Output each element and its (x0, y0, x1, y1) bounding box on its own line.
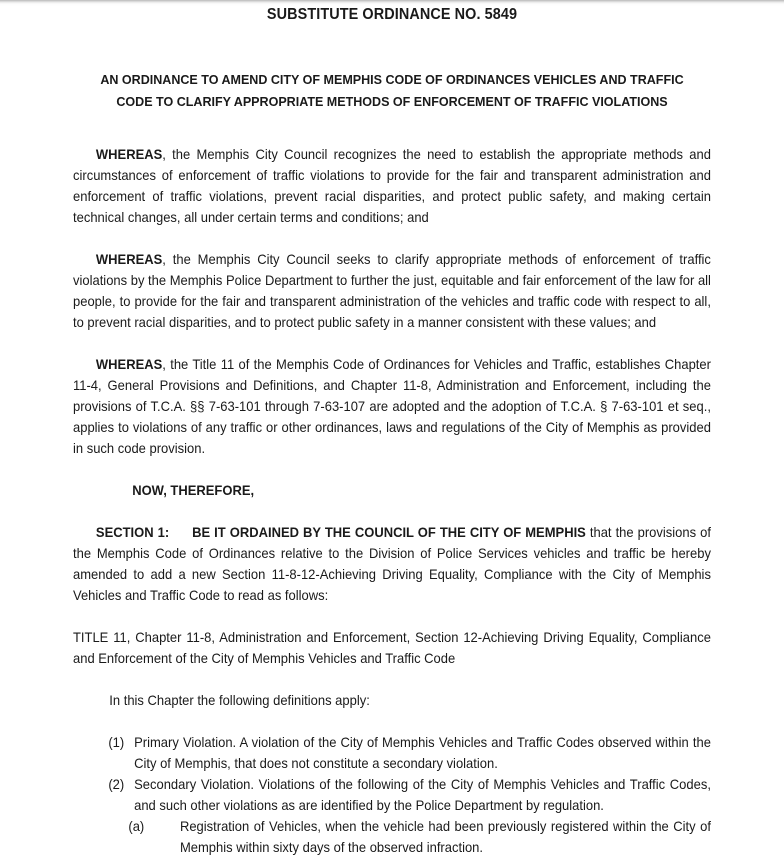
now-therefore-clause (73, 459, 770, 501)
document-subtitle-line-2: CODE TO CLARIFY APPROPRIATE METHODS OF ENFORCEMENT OF TRAFFIC VIOLATIONS (116, 94, 668, 109)
recital-1-label: WHEREAS (95, 147, 163, 162)
recital-paragraph-3 (73, 333, 711, 459)
definitions-lead-in: In this Chapter the following definitions apply: (109, 693, 370, 708)
now-therefore-label: NOW, THEREFORE, (132, 483, 255, 498)
list-item (73, 732, 711, 774)
recital-2-text: , the Memphis City Council seeks to clarify appropriate methods of enforcement of traffic violations by the Memphis Police Department to further the just, equitable and fair enforcement of the law for all people, to provide for the fair and transparent administration of the vehicles and traffic code with respect to all, to prevent racial disparities, and to protect public safety in a manner consistent with these values; and (73, 252, 711, 330)
recital-3-text: , the Title 11 of the Memphis Code of Ordinances for Vehicles and Traffic, establishes Chapter 11-4, General Provisions and Definitions, and Chapter 11-8, Administration and Enforcement, including the provisions of T.C.A. §§ 7-63-101 through 7-63-107 are adopted and the adoption of T.C.A. § 7-63-101 et seq., applies to violations of any traffic or other ordinances, laws and regulations of the City of Memphis as provided in such code provision. (73, 357, 711, 456)
list-item-text: Secondary Violation. Violations of the following of the City of Memphis Vehicles and Traffic Codes, and such other violations as are identified by the Police Department by regulation. (134, 777, 711, 813)
definitions-list (73, 711, 711, 858)
recital-paragraph-2 (73, 228, 711, 333)
list-item (73, 774, 711, 816)
recital-2-label: WHEREAS (95, 252, 163, 267)
section-1-text: that the provisions of the Memphis Code of Ordinances relative to the Division of Police Services vehicles and traffic be hereby amended to add a new Section 11-8-12-Achieving Driving Equality, Compliance with the City of Memphis Vehicles and Traffic Code to read as follows: (73, 525, 711, 603)
section-1-paragraph (73, 501, 711, 606)
list-item-text: Registration of Vehicles, when the vehicle had been previously registered within the City of Memphis within sixty days of the observed infraction. (179, 819, 711, 855)
document-subtitle (89, 25, 695, 113)
list-item-marker: (a) (128, 819, 145, 834)
list-item (73, 816, 711, 858)
document-content (73, 0, 711, 858)
section-1-label: SECTION 1: (95, 525, 170, 540)
list-item-marker: (1) (108, 735, 125, 750)
list-item-text: Primary Violation. A violation of the City of Memphis Vehicles and Traffic Codes observed within the City of Memphis, that does not constitute a secondary violation. (134, 735, 711, 771)
recital-3-label: WHEREAS (95, 357, 163, 372)
section-1-enacting-clause: BE IT ORDAINED BY THE COUNCIL OF THE CITY OF MEMPHIS (192, 525, 586, 540)
document-subtitle-line-1: AN ORDINANCE TO AMEND CITY OF MEMPHIS CODE OF ORDINANCES VEHICLES AND TRAFFIC (100, 72, 684, 87)
document-title: SUBSTITUTE ORDINANCE NO. 5849 (266, 6, 518, 23)
recital-paragraph-1 (73, 113, 711, 228)
list-item-marker: (2) (108, 777, 125, 792)
recital-1-text: , the Memphis City Council recognizes the need to establish the appropriate methods and circumstances of enforcement of traffic violations to provide for the fair and transparent administration and enforcement of traffic violations, prevent racial disparities, and protect public safety, and making certain technical changes, all under certain terms and conditions; and (73, 147, 711, 225)
title-reference-paragraph: TITLE 11, Chapter 11-8, Administration and Enforcement, Section 12-Achieving Driving Equality, Compliance and Enforcement of the City of Memphis Vehicles and Traffic Code (73, 630, 711, 666)
